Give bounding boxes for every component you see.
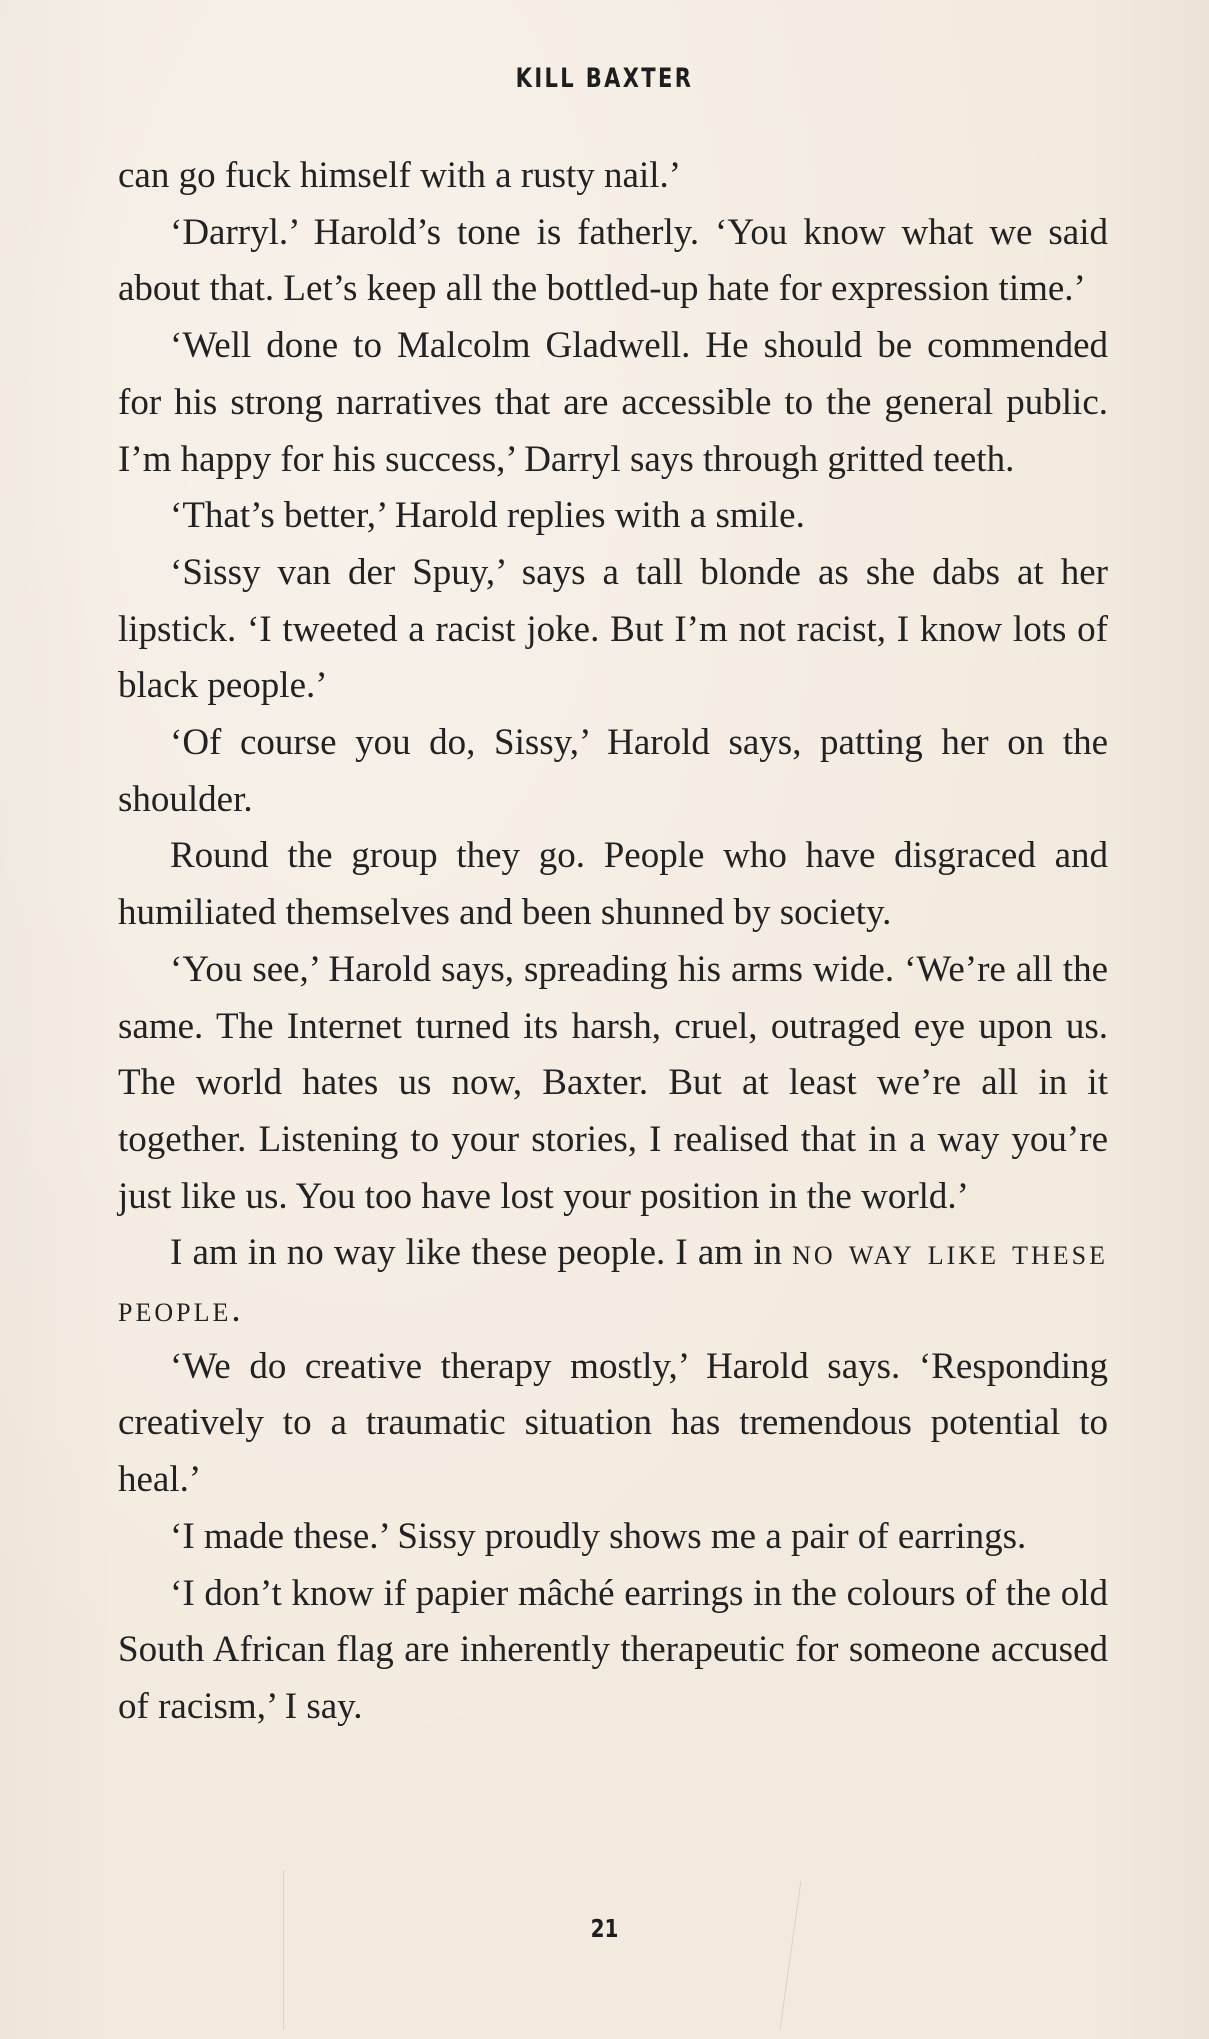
paragraph (118, 1225, 1108, 1338)
paragraph: can go fuck himself with a rusty nail.’ (118, 155, 682, 196)
running-head: KILL BAXTER (515, 63, 694, 94)
page-crease (283, 1870, 284, 2030)
paragraph: ‘Darryl.’ Harold’s tone is fatherly. ‘You know what we said about that. Let’s keep all the bottled-up hate for expression time.’ (118, 211, 1108, 310)
paragraph: ‘Sissy van der Spuy,’ says a tall blonde as she dabs at her lipstick. ‘I tweeted a racist joke. But I’m not racist, I know lots of black people.’ (118, 551, 1108, 707)
body-text (118, 148, 1108, 1736)
paragraph: ‘Well done to Malcolm Gladwell. He should be commended for his strong narratives that are accessible to the general public. I’m happy for his success,’ Darryl says through gritted teeth. (118, 325, 1108, 480)
paragraph: ‘I don’t know if papier mâché earrings in the colours of the old South African flag are inherently therapeutic for someone accused of racism,’ I say. (118, 1572, 1108, 1727)
page-number: 21 (590, 1914, 619, 1943)
paragraph: Round the group they go. People who have disgraced and humiliated themselves and been shunned by society. (118, 835, 1108, 934)
paragraph: ‘That’s better,’ Harold replies with a smile. (170, 495, 805, 537)
page-crease (780, 1881, 802, 2030)
paragraph: ‘I made these.’ Sissy proudly shows me a pair of earrings. (170, 1515, 1027, 1557)
emphasis-text: no way like these people. (118, 1232, 1108, 1331)
paragraph: ‘Of course you do, Sissy,’ Harold says, patting her on the shoulder. (118, 722, 1108, 820)
paragraph: ‘You see,’ Harold says, spreading his arms wide. ‘We’re all the same. The Internet turned its harsh, cruel, outraged eye upon us. The world hates us now, Baxter. But at least we’re all in it together. Listening to your stories, I realised that in a way you’re just like us. You too have lost your position in the world.’ (118, 948, 1108, 1217)
paragraph-text: I am in no way like these people. I am in (170, 1232, 793, 1274)
paragraph: ‘We do creative therapy mostly,’ Harold says. ‘Responding creatively to a traumatic situation has tremendous potential to heal.’ (118, 1345, 1108, 1501)
